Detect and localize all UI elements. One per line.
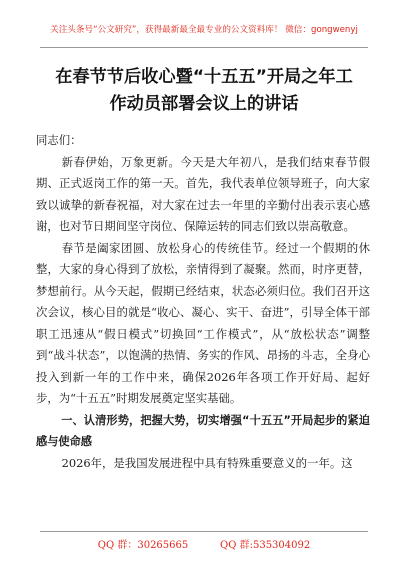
paragraph-2: 春节是阖家团圆、放松身心的传统佳节。经过一个假期的休整，大家的身心得到了放松，亲情得到了凝聚。然而，时序更替，梦想前行。从今天起，假期已经结束，状态必须归位。我们召开这次会议，核心目的就是“收心、凝心、实干、奋进”，引导全体干部职工迅速从“假日模式”切换回“工作模式”，从“放松状态”调整到“战斗状态”，以饱满的热情、务实的作风、昂扬的斗志，全身心投入到新一年的工作中来，确保2026年各项工作开好局、起好步，为“十五五”时期发展奠定坚实基础。 — [36, 240, 370, 405]
greeting: 同志们： — [36, 133, 82, 147]
paragraph-3: 2026年，是我国发展进程中具有特殊重要意义的一年。这 — [61, 455, 353, 470]
header-divider — [40, 47, 368, 48]
document-body — [36, 130, 370, 474]
document-title — [20, 64, 388, 118]
title-line-1: 在春节节后收心暨“十五五”开局之年工 — [55, 67, 353, 87]
header-note: 关注头条号“公文研究”，获得最新最全最专业的公文资料库！ 微信：gongwenyj — [50, 25, 358, 35]
title-line-2: 作动员部署会议上的讲话 — [109, 94, 299, 114]
footer-contact: QQ 群：30265665 QQ 群:535304092 — [97, 540, 311, 551]
section-heading: 一、认清形势，把握大势，切实增强“十五五”开局起步的紧迫感与使命感 — [36, 413, 370, 448]
paragraph-1: 新春伊始，万象更新。今天是大年初八，是我们结束春节假期、正式返岗工作的第一天。首先，我代表单位领导班子，向大家致以诚挚的新春祝福，对大家在过去一年里的辛勤付出表示衷心感谢，也对节日期间坚守岗位、保障运转的同志们致以崇高敬意。 — [36, 154, 370, 233]
footer-divider — [40, 531, 368, 532]
